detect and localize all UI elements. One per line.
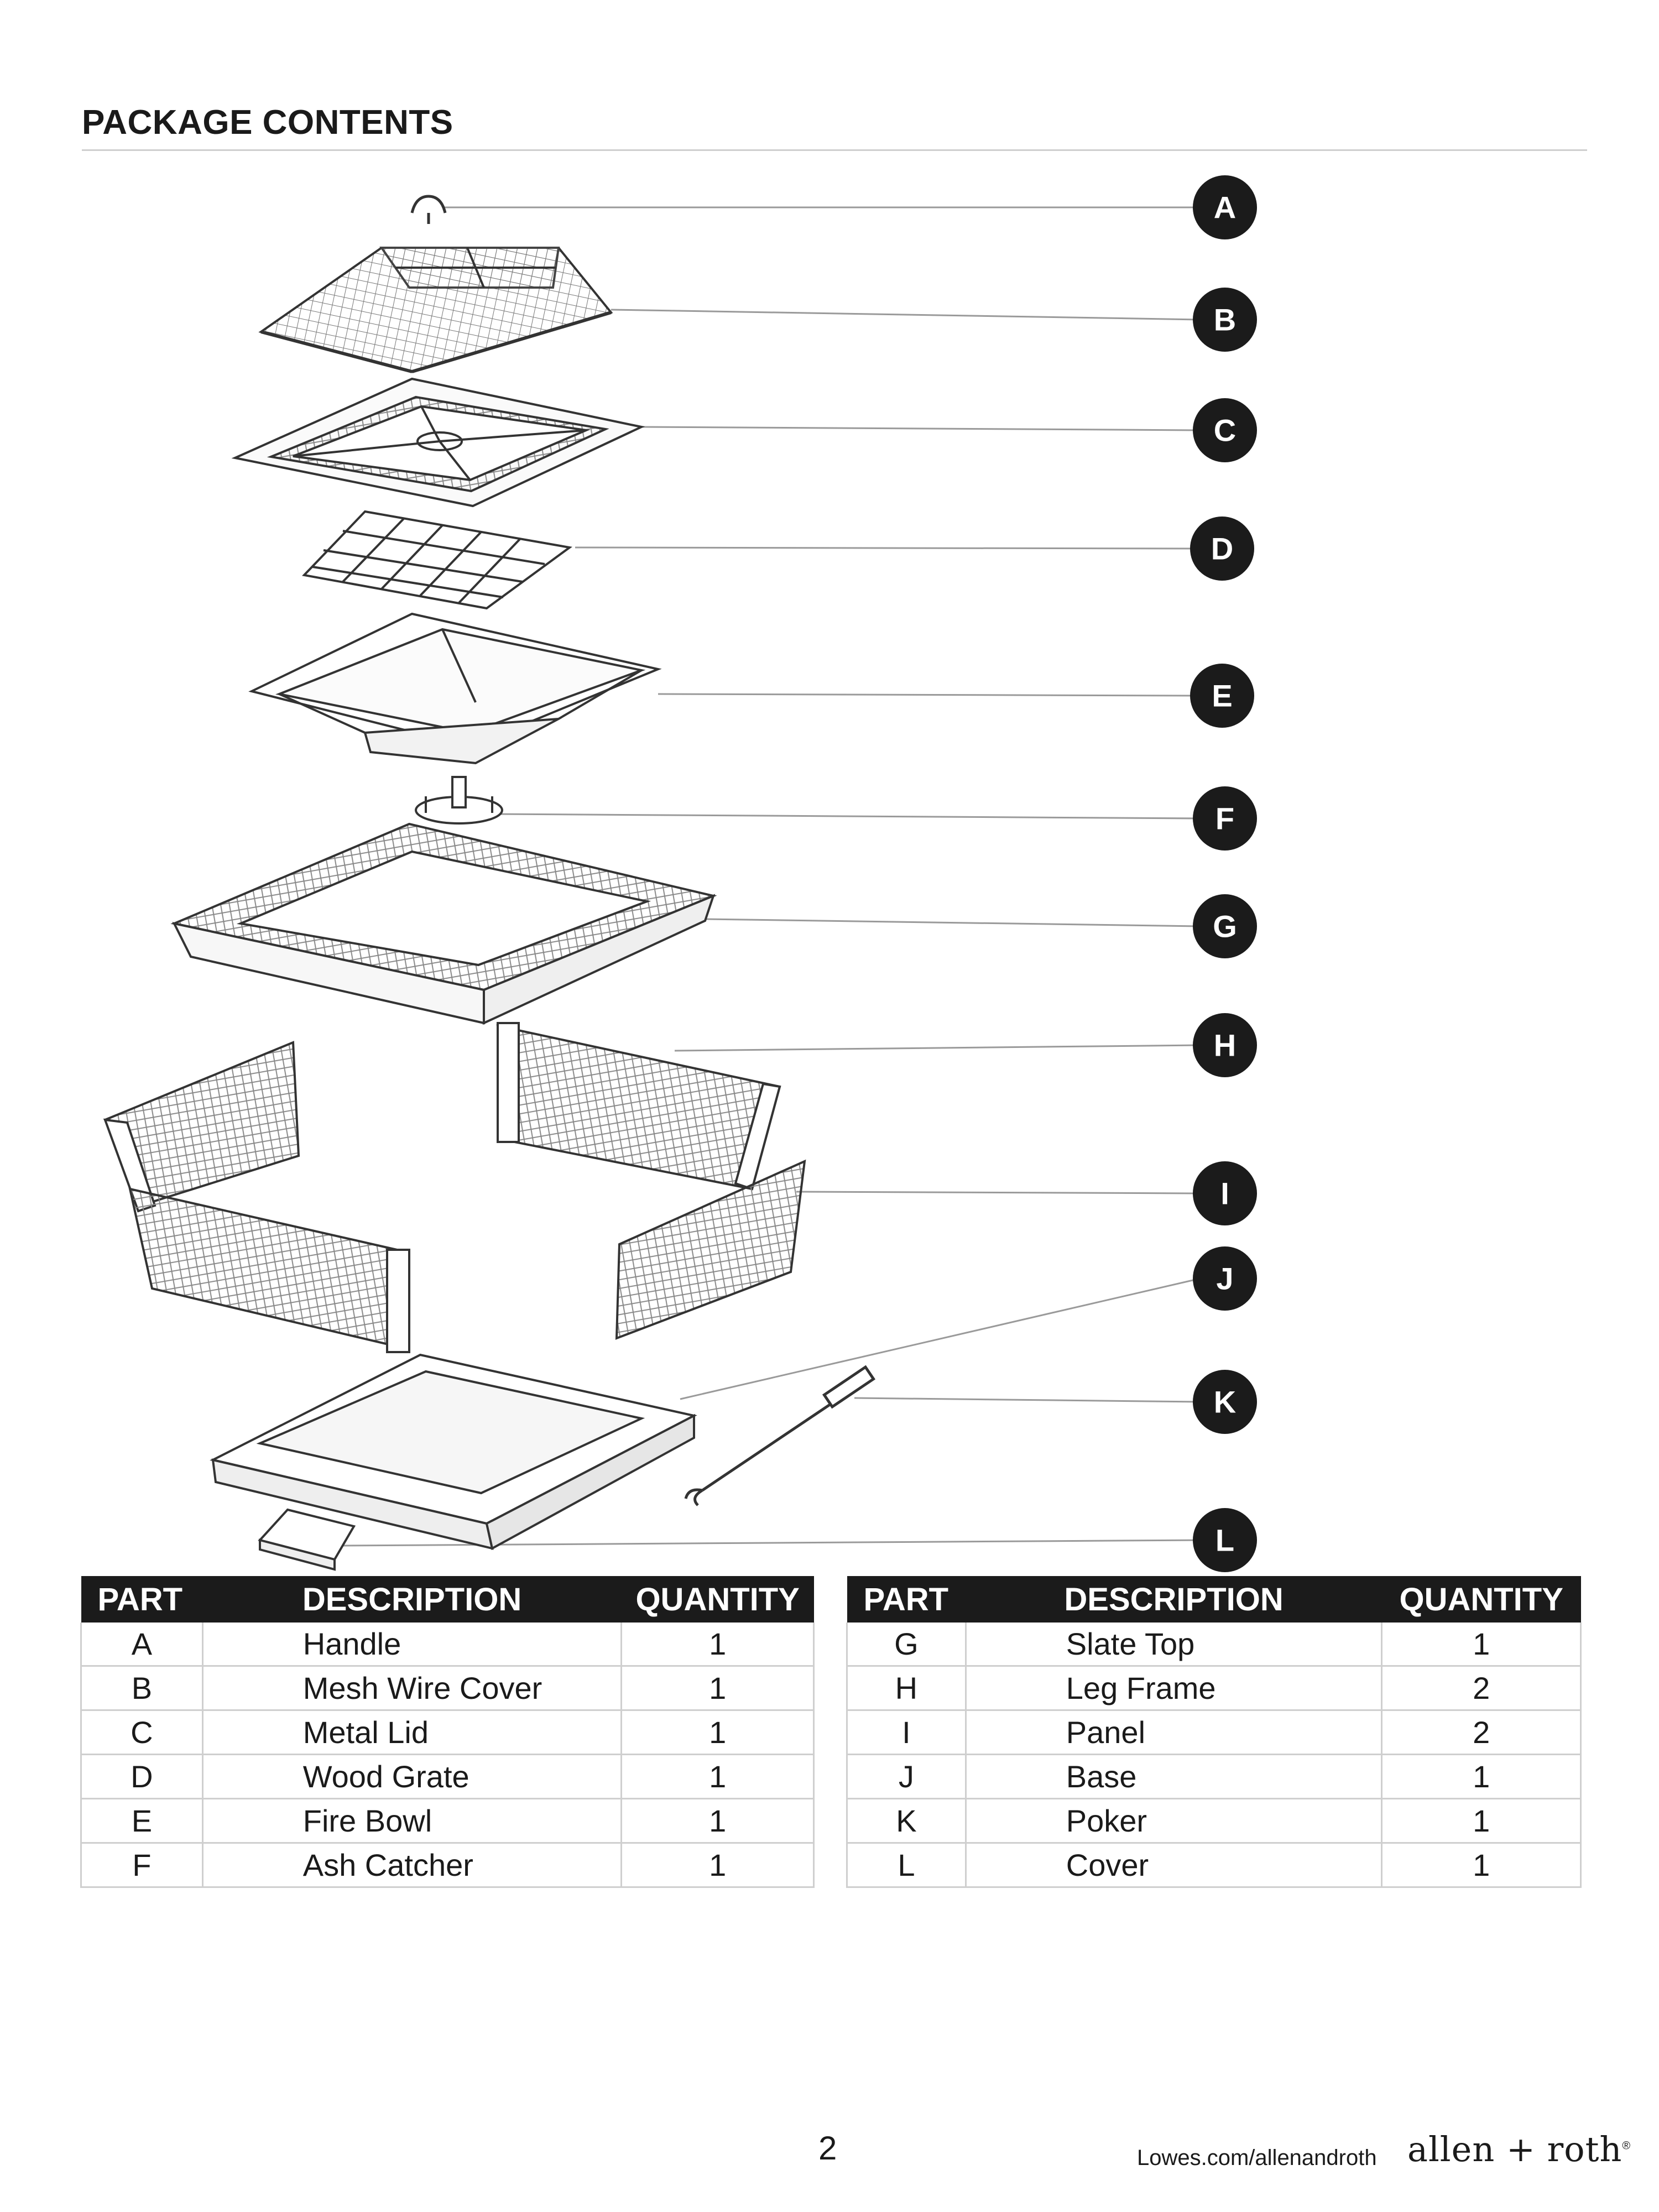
callout-label: J (1216, 1261, 1234, 1296)
callout-label: G (1213, 909, 1237, 944)
registered-mark: ® (1622, 2140, 1631, 2152)
callout-c (1193, 398, 1257, 462)
part-description: Fire Bowl (202, 1799, 622, 1843)
part-description: Cover (966, 1843, 1382, 1887)
table-row (81, 1666, 814, 1710)
table-row (847, 1799, 1581, 1843)
table-row (847, 1843, 1581, 1887)
part-k-poker-drawing (686, 1367, 874, 1505)
header-quantity: QUANTITY (622, 1576, 814, 1623)
part-description: Leg Frame (966, 1666, 1382, 1710)
header-description: DESCRIPTION (966, 1576, 1382, 1623)
page-number: 2 (818, 2130, 837, 2167)
table-row (81, 1623, 814, 1666)
table-header-row (847, 1576, 1581, 1623)
part-quantity: 1 (622, 1843, 814, 1887)
part-description: Wood Grate (202, 1755, 622, 1799)
callout-label: L (1215, 1522, 1235, 1558)
table-row (847, 1710, 1581, 1755)
callout-l (1193, 1508, 1257, 1572)
part-letter: K (847, 1799, 966, 1843)
part-c-metal-lid-drawing (235, 379, 641, 506)
callout-label: B (1213, 302, 1237, 337)
callout-g (1193, 894, 1257, 958)
callout-label: A (1213, 190, 1237, 225)
header-part: PART (81, 1576, 203, 1623)
part-g-slate-top-drawing (174, 824, 713, 1023)
callout-label: F (1215, 801, 1235, 836)
part-description: Base (966, 1755, 1382, 1799)
part-letter: H (847, 1666, 966, 1710)
callout-label: D (1211, 531, 1234, 566)
part-letter: E (81, 1799, 203, 1843)
part-letter: L (847, 1843, 966, 1887)
part-quantity: 1 (622, 1666, 814, 1710)
table-row (81, 1799, 814, 1843)
part-quantity: 1 (622, 1710, 814, 1755)
table-header-row (81, 1576, 814, 1623)
callout-h (1193, 1013, 1257, 1077)
part-quantity: 2 (1382, 1666, 1581, 1710)
part-letter: F (81, 1843, 203, 1887)
part-description: Panel (966, 1710, 1382, 1755)
callout-label: H (1213, 1027, 1237, 1063)
header-description: DESCRIPTION (202, 1576, 622, 1623)
part-l-cover-drawing (260, 1510, 354, 1569)
part-description: Ash Catcher (202, 1843, 622, 1887)
part-quantity: 1 (622, 1755, 814, 1799)
part-d-wood-grate-drawing (304, 512, 570, 608)
part-description: Poker (966, 1799, 1382, 1843)
header-part: PART (847, 1576, 966, 1623)
table-row (847, 1755, 1581, 1799)
callout-k (1193, 1370, 1257, 1434)
callout-label: C (1213, 413, 1237, 448)
part-quantity: 1 (1382, 1799, 1581, 1843)
part-quantity: 1 (622, 1799, 814, 1843)
callout-e (1190, 664, 1254, 728)
callout-f (1193, 786, 1257, 851)
part-quantity: 2 (1382, 1710, 1581, 1755)
table-row (81, 1755, 814, 1799)
callout-a (1193, 175, 1257, 239)
part-quantity: 1 (622, 1623, 814, 1666)
part-letter: G (847, 1623, 966, 1666)
parts-table-left (80, 1576, 815, 1888)
part-letter: A (81, 1623, 203, 1666)
part-description: Slate Top (966, 1623, 1382, 1666)
part-letter: B (81, 1666, 203, 1710)
part-f-ash-catcher-drawing (416, 777, 502, 823)
callout-i (1193, 1161, 1257, 1225)
part-quantity: 1 (1382, 1755, 1581, 1799)
part-letter: J (847, 1755, 966, 1799)
part-e-fire-bowl-drawing (252, 614, 658, 763)
header-quantity: QUANTITY (1382, 1576, 1581, 1623)
part-description: Handle (202, 1623, 622, 1666)
part-description: Mesh Wire Cover (202, 1666, 622, 1710)
table-row (847, 1623, 1581, 1666)
table-row (81, 1843, 814, 1887)
part-quantity: 1 (1382, 1623, 1581, 1666)
part-i-panel-drawing (130, 1161, 805, 1352)
brand-name: allen + roth (1407, 2129, 1623, 2169)
callout-d (1190, 517, 1254, 581)
callout-b (1193, 288, 1257, 352)
part-description: Metal Lid (202, 1710, 622, 1755)
website-link[interactable]: Lowes.com/allenandroth (1137, 2146, 1377, 2170)
part-letter: C (81, 1710, 203, 1755)
page-title: PACKAGE CONTENTS (82, 103, 453, 142)
callout-j (1193, 1246, 1257, 1311)
parts-table-right (846, 1576, 1582, 1888)
part-letter: I (847, 1710, 966, 1755)
part-b-mesh-cover-drawing (261, 248, 611, 372)
callout-label: I (1220, 1176, 1229, 1211)
part-a-handle-drawing (412, 196, 445, 224)
part-quantity: 1 (1382, 1843, 1581, 1887)
brand-logo (1407, 2129, 1631, 2169)
callout-label: K (1213, 1384, 1237, 1420)
part-letter: D (81, 1755, 203, 1799)
callout-label: E (1212, 678, 1233, 713)
table-row (81, 1710, 814, 1755)
table-row (847, 1666, 1581, 1710)
